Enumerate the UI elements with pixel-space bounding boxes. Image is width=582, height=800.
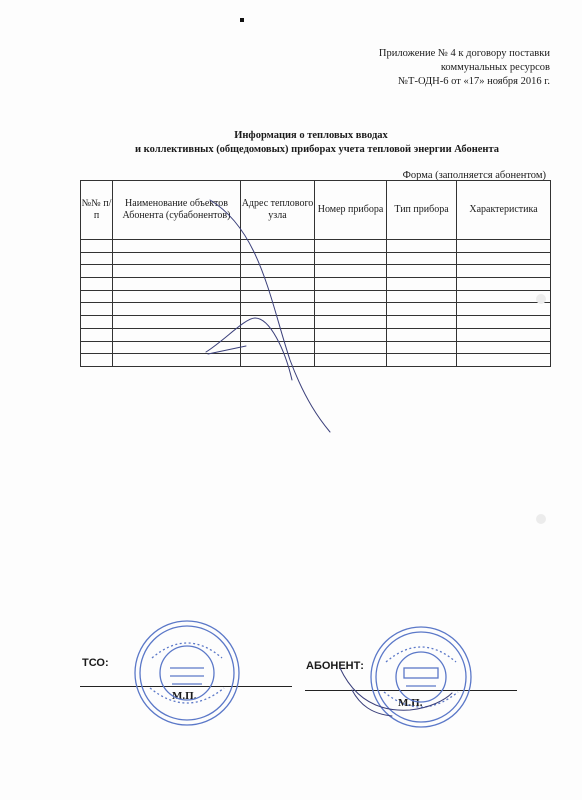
table-row [81, 252, 551, 265]
table-cell [457, 316, 551, 329]
table-cell [241, 303, 315, 316]
header-meter-type: Тип прибора [387, 181, 457, 240]
appendix-reference [290, 47, 550, 89]
table-cell [113, 341, 241, 354]
table-cell [387, 290, 457, 303]
table-cell [81, 341, 113, 354]
scan-mark [240, 18, 244, 22]
table-cell [241, 252, 315, 265]
table-cell [315, 303, 387, 316]
table-cell [241, 341, 315, 354]
table-cell [81, 278, 113, 291]
form-note: Форма (заполняется абонентом) [402, 170, 546, 181]
table-cell [113, 328, 241, 341]
table-cell [315, 341, 387, 354]
table-cell [81, 290, 113, 303]
table-body [81, 240, 551, 367]
table-cell [457, 303, 551, 316]
table-cell [387, 354, 457, 367]
table-cell [387, 303, 457, 316]
table-cell [315, 328, 387, 341]
table-cell [241, 240, 315, 253]
table-cell [387, 265, 457, 278]
header-object-name: Наименование объектов Абонента (субабонентов) [113, 181, 241, 240]
table-cell [113, 303, 241, 316]
table-cell [241, 354, 315, 367]
table-cell [457, 240, 551, 253]
heat-meters-table [80, 180, 551, 367]
table-cell [113, 278, 241, 291]
table-cell [315, 354, 387, 367]
table-cell [113, 252, 241, 265]
table-cell [457, 252, 551, 265]
table-cell [113, 316, 241, 329]
table-cell [113, 354, 241, 367]
table-cell [81, 303, 113, 316]
table-row [81, 290, 551, 303]
table-row [81, 303, 551, 316]
table-cell [241, 328, 315, 341]
table-cell [457, 328, 551, 341]
table-cell [315, 265, 387, 278]
table-cell [241, 278, 315, 291]
table-header-row [81, 181, 551, 240]
abonent-label: АБОНЕНТ: [306, 660, 364, 672]
document-title-line-2: и коллективных (общедомовых) приборах учета тепловой энергии Абонента [135, 144, 499, 155]
document-title-line-1: Информация о тепловых вводах [234, 130, 388, 141]
header-number: №№ п/п [81, 181, 113, 240]
table-cell [387, 316, 457, 329]
table-row [81, 341, 551, 354]
table-cell [387, 341, 457, 354]
table-cell [241, 290, 315, 303]
binder-hole-top [536, 294, 546, 304]
abonent-seal-place: М.П. [398, 697, 423, 709]
appendix-line-3: №Т-ОДН-6 от «17» ноября 2016 г. [398, 76, 550, 87]
table-cell [81, 328, 113, 341]
table-row [81, 278, 551, 291]
table-row [81, 328, 551, 341]
table-row [81, 316, 551, 329]
table-row [81, 265, 551, 278]
abonent-stamp-seal [368, 624, 474, 730]
table-cell [241, 265, 315, 278]
table-row [81, 354, 551, 367]
table-cell [387, 328, 457, 341]
header-meter-number: Номер прибора [315, 181, 387, 240]
tso-stamp-seal [132, 618, 242, 728]
table-cell [113, 240, 241, 253]
table-cell [315, 316, 387, 329]
header-heat-node-address: Адрес теплового узла [241, 181, 315, 240]
table-cell [457, 265, 551, 278]
table-cell [387, 240, 457, 253]
table-row [81, 240, 551, 253]
tso-seal-place: М.П. [172, 690, 197, 702]
binder-hole-bottom [536, 514, 546, 524]
appendix-line-2: коммунальных ресурсов [440, 62, 550, 73]
header-characteristics: Характеристика [457, 181, 551, 240]
table-cell [457, 278, 551, 291]
appendix-line-1: Приложение № 4 к договору поставки [378, 48, 550, 59]
table-cell [457, 341, 551, 354]
table-cell [387, 252, 457, 265]
table-cell [81, 354, 113, 367]
table-cell [457, 354, 551, 367]
table-cell [315, 240, 387, 253]
table-cell [113, 265, 241, 278]
table-cell [81, 240, 113, 253]
tso-label: ТСО: [82, 657, 109, 669]
table-cell [315, 278, 387, 291]
table-cell [113, 290, 241, 303]
table-cell [81, 316, 113, 329]
table-cell [387, 278, 457, 291]
table-cell [81, 252, 113, 265]
table-cell [241, 316, 315, 329]
table-cell [81, 265, 113, 278]
table-cell [315, 252, 387, 265]
table-cell [315, 290, 387, 303]
